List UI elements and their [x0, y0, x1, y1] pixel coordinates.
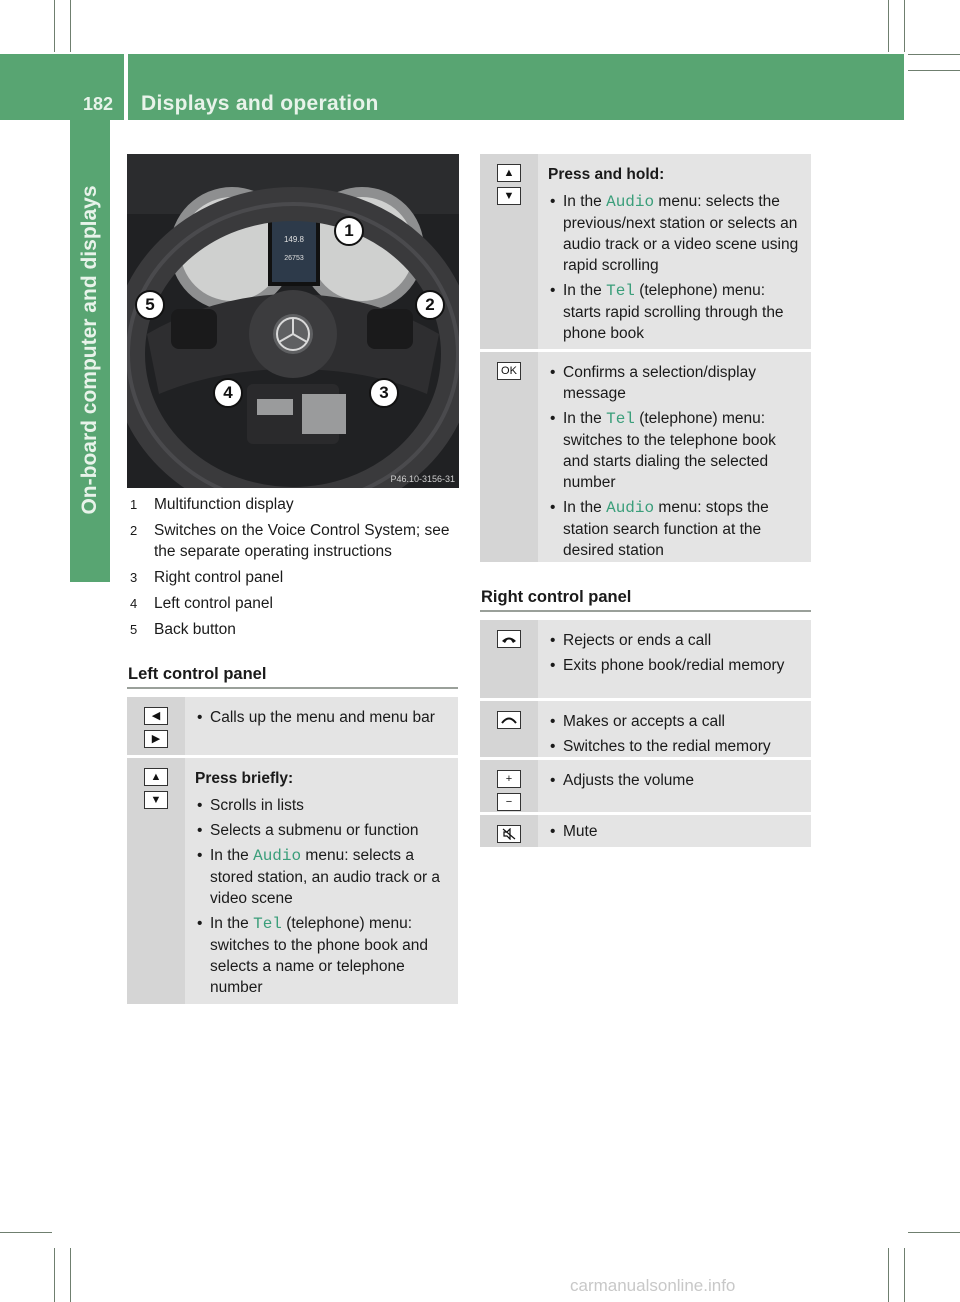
crop-mark	[0, 1232, 52, 1233]
legend-text: Back button	[154, 621, 236, 638]
display-readout-top: 149.8	[283, 235, 305, 244]
key-column	[480, 815, 538, 847]
table-row	[127, 758, 458, 1004]
crop-mark	[908, 54, 960, 55]
row-description	[538, 815, 811, 847]
mute-icon	[497, 825, 521, 843]
chapter-title: On-board computer and displays	[78, 185, 101, 515]
display-readout-bottom: 26753	[284, 255, 304, 262]
arrow-down-icon: ▼	[144, 791, 168, 809]
legend-text: Multifunction display	[154, 496, 294, 513]
arrow-up-icon: ▲	[497, 164, 521, 182]
table-row	[480, 760, 811, 812]
crop-mark	[54, 1248, 55, 1302]
crop-mark	[70, 0, 71, 52]
row-description	[185, 697, 458, 755]
crop-mark	[70, 1248, 71, 1302]
legend-item	[130, 494, 460, 515]
bullet-item: • Mute	[548, 821, 805, 842]
key-column	[480, 701, 538, 757]
legend-text: Right control panel	[154, 569, 284, 586]
bullet-text: (telephone) menu: starts rapid scrolling through the phone book	[563, 282, 784, 342]
legend-item	[130, 619, 460, 640]
table-row	[480, 815, 811, 847]
table-row	[480, 701, 811, 757]
table-row	[480, 352, 811, 562]
callout-3: 3	[369, 378, 399, 408]
key-column	[480, 154, 538, 349]
key-column	[480, 620, 538, 698]
callout-4: 4	[213, 378, 243, 408]
bullet-item	[548, 280, 805, 344]
arrow-left-icon: ◀	[144, 707, 168, 725]
bullet-item: • Confirms a selection/display message	[548, 362, 805, 404]
arrow-right-icon: ▶	[144, 730, 168, 748]
bullet-item	[195, 845, 452, 909]
crop-mark	[904, 1248, 905, 1302]
bullet-item	[548, 408, 805, 493]
row-description	[538, 352, 811, 562]
key-column	[480, 352, 538, 562]
bullet-text: menu: stops the station search function at the desired station	[563, 499, 769, 559]
hang-up-icon	[497, 630, 521, 648]
right-panel-heading: Right control panel	[481, 588, 632, 606]
key-column	[127, 697, 185, 755]
row-description	[538, 154, 811, 349]
left-panel-table	[127, 697, 458, 1007]
chapter-side-tab	[70, 120, 110, 582]
bullet-text: In the	[210, 915, 249, 932]
crop-mark	[908, 70, 960, 71]
legend-number: 3	[130, 570, 138, 585]
bullet-item: • Rejects or ends a call	[548, 630, 805, 651]
bullet-text: In the	[563, 499, 602, 516]
right-panel-table	[480, 620, 811, 850]
table-row	[480, 154, 811, 349]
figure-legend	[130, 494, 460, 645]
menu-code-tel: Tel	[253, 915, 282, 933]
arrow-down-icon: ▼	[497, 187, 521, 205]
legend-number: 2	[130, 523, 138, 538]
row-heading: Press briefly:	[195, 770, 294, 787]
menu-code-tel: Tel	[606, 410, 635, 428]
bullet-text: In the	[563, 282, 602, 299]
table-row	[480, 620, 811, 698]
menu-code-audio: Audio	[253, 847, 302, 865]
bullet-text: In the	[210, 847, 249, 864]
steering-wheel-illustration	[127, 154, 459, 488]
row-description	[538, 620, 811, 698]
bullet-item: • Scrolls in lists	[195, 795, 452, 816]
bullet-item: • Exits phone book/redial memory	[548, 655, 805, 676]
row-description	[185, 758, 458, 1004]
bullet-text: In the	[563, 410, 602, 427]
bullet-item: • Makes or accepts a call	[548, 711, 805, 732]
photo-code: P46.10-3156-31	[390, 474, 455, 484]
legend-item	[130, 567, 460, 588]
bullet-text: (telephone) menu: switches to the phone book and selects a name or telephone number	[210, 915, 429, 996]
steering-wheel-photo	[127, 154, 459, 488]
arrow-up-icon: ▲	[144, 768, 168, 786]
callout-2: 2	[415, 290, 445, 320]
header-separator	[124, 54, 128, 120]
watermark: carmanualsonline.info	[570, 1276, 736, 1295]
row-description	[538, 760, 811, 812]
bullet-text: (telephone) menu: switches to the telephone book and starts dialing the selected number	[563, 410, 776, 491]
row-heading: Press and hold:	[548, 166, 665, 183]
crop-mark	[888, 0, 889, 52]
right-top-table	[480, 154, 811, 565]
volume-minus-icon: −	[497, 793, 521, 811]
page-title: Displays and operation	[141, 92, 379, 115]
legend-text: Left control panel	[154, 595, 273, 612]
callout-1: 1	[334, 216, 364, 246]
ok-key-icon: OK	[497, 362, 521, 380]
page-number: 182	[83, 94, 114, 114]
legend-number: 1	[130, 497, 138, 512]
legend-number: 5	[130, 622, 138, 637]
bullet-text: menu: selects a stored station, an audio track or a video scene	[210, 847, 441, 907]
bullet-text: menu: selects the previous/next station or selects an audio track or a video scene using rapid scrolling	[563, 193, 799, 274]
page-header	[0, 54, 904, 120]
right-panel-rule	[480, 610, 811, 612]
left-panel-rule	[127, 687, 458, 689]
callout-5: 5	[135, 290, 165, 320]
menu-code-audio: Audio	[606, 193, 655, 211]
bullet-item	[195, 913, 452, 998]
crop-mark	[908, 1232, 960, 1233]
bullet-item	[548, 191, 805, 276]
phone-icon	[497, 711, 521, 729]
legend-text: Switches on the Voice Control System; see the separate operating instructions	[154, 522, 450, 560]
row-description	[538, 701, 811, 757]
left-panel-heading: Left control panel	[128, 665, 267, 683]
crop-mark	[888, 1248, 889, 1302]
key-column	[480, 760, 538, 812]
crop-mark	[904, 0, 905, 52]
bullet-text: In the	[563, 193, 602, 210]
key-column	[127, 758, 185, 1004]
crop-mark	[54, 0, 55, 52]
legend-item	[130, 593, 460, 614]
bullet-item: • Switches to the redial memory	[548, 736, 805, 757]
bullet-item	[548, 497, 805, 561]
menu-code-tel: Tel	[606, 282, 635, 300]
table-row	[127, 697, 458, 755]
legend-number: 4	[130, 596, 138, 611]
bullet-item: • Adjusts the volume	[548, 770, 805, 791]
menu-code-audio: Audio	[606, 499, 655, 517]
bullet-item: • Calls up the menu and menu bar	[195, 707, 452, 728]
legend-item	[130, 520, 460, 562]
volume-plus-icon: +	[497, 770, 521, 788]
bullet-item: • Selects a submenu or function	[195, 820, 452, 841]
